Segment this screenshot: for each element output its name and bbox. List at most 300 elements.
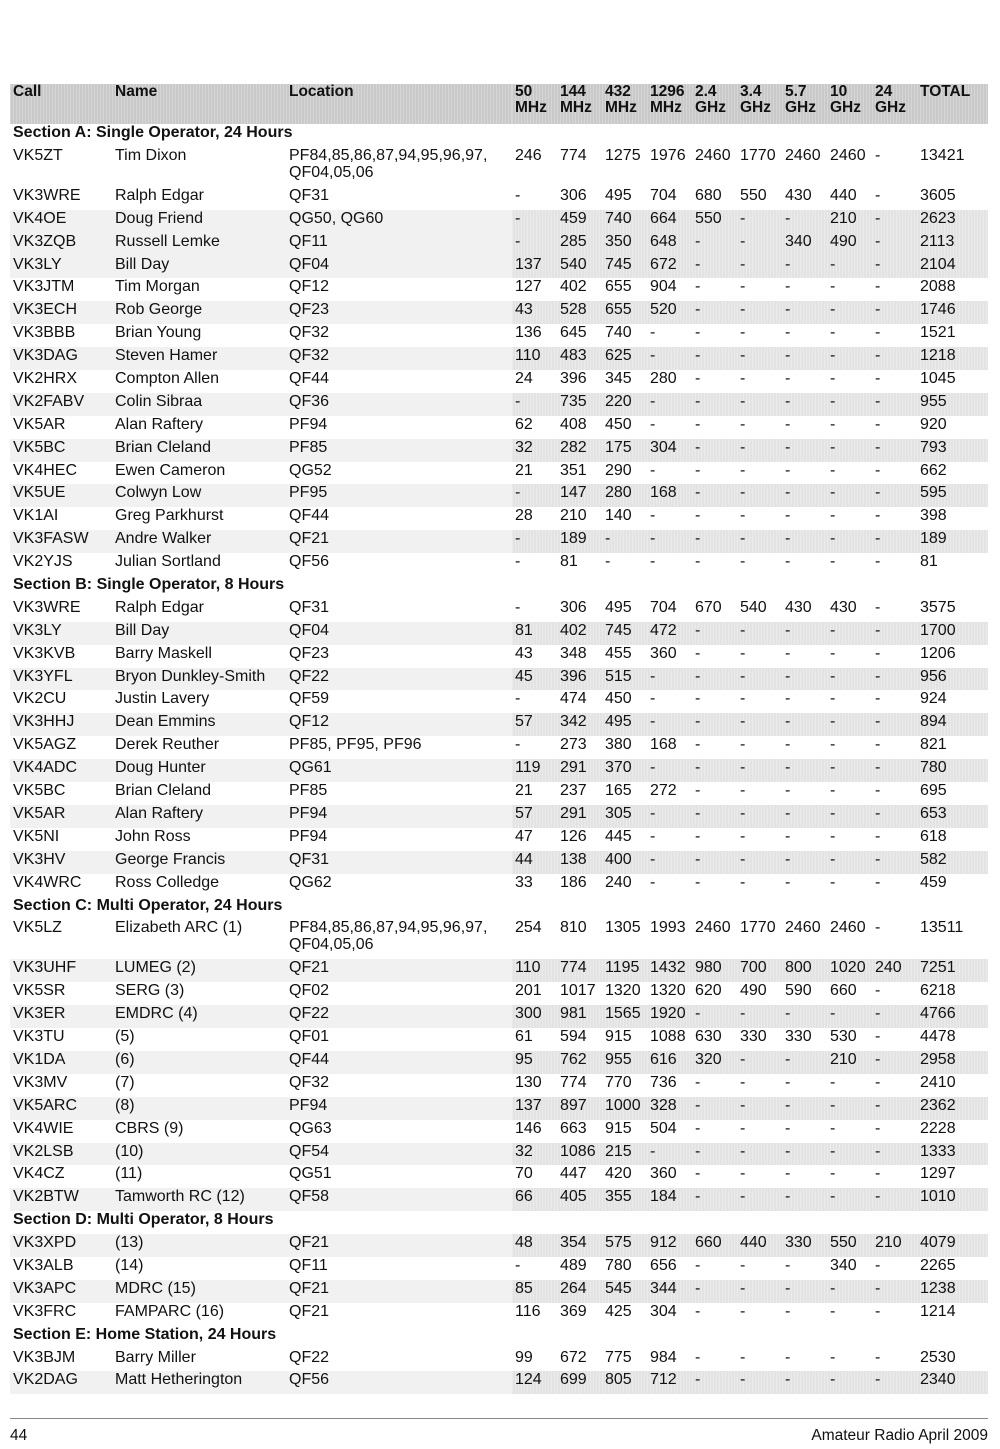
cell-band-3-4: - xyxy=(737,1005,782,1028)
cell-band-50: 136 xyxy=(515,324,542,342)
cell-band-50: 81 xyxy=(512,622,557,645)
cell-band-144: 147 xyxy=(557,484,602,507)
cell-band-50: 70 xyxy=(515,1165,533,1183)
cell-band-1296: 520 xyxy=(647,301,692,324)
cell-band-5-7: - xyxy=(785,278,791,296)
cell-band-5-7: - xyxy=(785,644,791,662)
cell-band-10: - xyxy=(830,461,836,479)
cell-band-3-4: - xyxy=(740,324,746,342)
cell-call: VK3FASW xyxy=(10,530,112,553)
table-row xyxy=(10,959,988,982)
cell-band-144: 1086 xyxy=(557,1143,602,1166)
cell-call: VK3XPD xyxy=(10,1234,112,1257)
cell-name: (7) xyxy=(115,1073,135,1091)
cell-band-10: 490 xyxy=(827,233,872,256)
cell-band-144: 291 xyxy=(557,805,602,828)
cell-band-144: 189 xyxy=(557,530,602,553)
cell-band-3-4: - xyxy=(740,827,746,845)
cell-location: QF54 xyxy=(286,1143,512,1166)
cell-band-24: - xyxy=(872,1005,917,1028)
cell-band-432: 575 xyxy=(602,1234,647,1257)
cell-band-144: 528 xyxy=(557,301,602,324)
header-row xyxy=(10,84,988,124)
section-heading-row xyxy=(10,576,988,599)
cell-band-50: - xyxy=(515,598,521,616)
cell-location: QG63 xyxy=(289,1119,332,1137)
table-row xyxy=(10,301,988,324)
section-heading-row xyxy=(10,124,988,147)
cell-call: VK4OE xyxy=(10,210,112,233)
cell-band-1296: - xyxy=(650,507,656,525)
cell-band-3-4: - xyxy=(740,1348,746,1366)
cell-band-10: - xyxy=(830,782,836,800)
cell-location: QF22 xyxy=(286,1005,512,1028)
cell-band-1296: 712 xyxy=(647,1371,692,1394)
cell-call: VK5AGZ xyxy=(13,736,77,754)
cell-name: Tim Dixon xyxy=(115,146,187,164)
cell-band-24: - xyxy=(875,461,881,479)
cell-band-432: 770 xyxy=(605,1073,632,1091)
cell-band-5-7: - xyxy=(782,1280,827,1303)
cell-band-3-4: - xyxy=(740,782,746,800)
cell-band-144: 1017 xyxy=(560,982,596,1000)
cell-name: (10) xyxy=(112,1143,286,1166)
cell-location: QF44 xyxy=(286,1051,512,1074)
cell-band-5-7: - xyxy=(782,347,827,370)
cell-call: VK5ARC xyxy=(10,1097,112,1120)
cell-band-10: - xyxy=(827,622,872,645)
table-row xyxy=(10,828,988,851)
cell-band-50: 137 xyxy=(512,256,557,279)
cell-total: 1218 xyxy=(917,347,988,370)
cell-location: QF04 xyxy=(286,256,512,279)
cell-band-144: 699 xyxy=(557,1371,602,1394)
cell-band-50: 110 xyxy=(512,347,557,370)
cell-location: QG62 xyxy=(289,873,332,891)
cell-band-1296: - xyxy=(650,827,656,845)
cell-band-2-4: - xyxy=(695,461,701,479)
cell-band-24: - xyxy=(875,736,881,754)
cell-band-5-7: - xyxy=(782,1143,827,1166)
cell-call: VK3HV xyxy=(10,851,112,874)
cell-band-3-4: - xyxy=(737,233,782,256)
cell-total: 662 xyxy=(920,461,947,479)
cell-name: Brian Young xyxy=(115,324,202,342)
cell-location: QF56 xyxy=(286,1371,512,1394)
cell-band-144: 774 xyxy=(560,1073,587,1091)
cell-band-3-4: 1770 xyxy=(740,146,776,164)
cell-band-24: - xyxy=(872,256,917,279)
cell-band-5-7: - xyxy=(782,713,827,736)
cell-band-1296: 648 xyxy=(647,233,692,256)
cell-location: QF12 xyxy=(286,713,512,736)
cell-call: VK3WRE xyxy=(13,598,81,616)
cell-band-1296: 1320 xyxy=(650,982,686,1000)
cell-name: Bill Day xyxy=(112,622,286,645)
cell-total: 2104 xyxy=(917,256,988,279)
cell-band-5-7: - xyxy=(785,690,791,708)
cell-location: PF94 xyxy=(289,827,328,845)
table-row xyxy=(10,1349,988,1372)
cell-total: 595 xyxy=(917,484,988,507)
cell-total: 2340 xyxy=(917,1371,988,1394)
cell-band-50: 116 xyxy=(515,1302,541,1320)
cell-band-24: - xyxy=(875,644,881,662)
section-heading-row xyxy=(10,1211,988,1234)
cell-band-24: - xyxy=(872,759,917,782)
cell-name: John Ross xyxy=(115,827,191,845)
cell-band-24: - xyxy=(875,278,881,296)
cell-total: 955 xyxy=(917,393,988,416)
cell-band-1296: - xyxy=(647,347,692,370)
cell-location: QF22 xyxy=(286,668,512,691)
cell-band-2-4: 670 xyxy=(695,598,722,616)
header-total: TOTAL xyxy=(917,84,988,124)
cell-location: PF84,85,86,87,94,95,96,97, QF04,05,06 xyxy=(289,919,488,954)
cell-band-2-4: - xyxy=(692,1371,737,1394)
cell-band-3-4: - xyxy=(737,713,782,736)
header-band-432mhz: 432 MHz xyxy=(602,84,647,124)
cell-band-5-7: 2460 xyxy=(785,146,821,164)
cell-name: Brian Cleland xyxy=(115,782,212,800)
cell-band-5-7: - xyxy=(782,1097,827,1120)
cell-band-1296: 912 xyxy=(647,1234,692,1257)
cell-call: VK5AR xyxy=(13,415,66,433)
cell-location: QF58 xyxy=(286,1188,512,1211)
cell-band-432: 445 xyxy=(605,827,632,845)
cell-band-1296: - xyxy=(650,690,656,708)
cell-band-10: - xyxy=(830,553,836,571)
cell-location: PF85 xyxy=(289,782,328,800)
cell-band-10: - xyxy=(830,873,836,891)
header-band-1296mhz: 1296 MHz xyxy=(647,84,692,124)
cell-band-10: - xyxy=(830,324,836,342)
cell-band-50: - xyxy=(515,186,521,204)
cell-band-5-7: - xyxy=(785,553,791,571)
cell-band-144: 264 xyxy=(557,1280,602,1303)
cell-total: 1297 xyxy=(920,1165,956,1183)
cell-total: 1010 xyxy=(917,1188,988,1211)
cell-band-50: 146 xyxy=(515,1119,542,1137)
cell-band-10: 550 xyxy=(827,1234,872,1257)
cell-name: Barry Maskell xyxy=(115,644,212,662)
table-row xyxy=(10,1303,988,1326)
cell-total: 2623 xyxy=(917,210,988,233)
cell-band-10: - xyxy=(830,1073,836,1091)
cell-band-3-4: - xyxy=(740,873,746,891)
cell-location: QF02 xyxy=(289,982,330,1000)
cell-band-24: - xyxy=(875,324,881,342)
cell-band-144: 351 xyxy=(560,461,587,479)
cell-call: VK3TU xyxy=(13,1028,65,1046)
cell-band-24: - xyxy=(872,210,917,233)
cell-name: Bryon Dunkley-Smith xyxy=(112,668,286,691)
cell-name: Ewen Cameron xyxy=(115,461,226,479)
cell-band-144: 408 xyxy=(560,415,587,433)
cell-name: Ralph Edgar xyxy=(115,598,204,616)
cell-location: QF32 xyxy=(289,1073,330,1091)
cell-band-144: 369 xyxy=(560,1302,587,1320)
cell-name: Derek Reuther xyxy=(115,736,220,754)
cell-band-1296: 1993 xyxy=(650,919,686,937)
table-row xyxy=(10,439,988,462)
cell-band-10: 530 xyxy=(830,1028,857,1046)
cell-call: VK3LY xyxy=(10,256,112,279)
cell-band-5-7: - xyxy=(782,1371,827,1394)
cell-band-1296: 184 xyxy=(647,1188,692,1211)
cell-band-50: 85 xyxy=(512,1280,557,1303)
cell-name: (14) xyxy=(115,1256,144,1274)
cell-total: 1333 xyxy=(917,1143,988,1166)
table-row xyxy=(10,370,988,393)
cell-band-10: 660 xyxy=(830,982,857,1000)
cell-band-50: - xyxy=(512,393,557,416)
cell-total: 2410 xyxy=(920,1073,956,1091)
table-row xyxy=(10,805,988,828)
cell-band-50: 47 xyxy=(515,827,533,845)
cell-call: VK5AR xyxy=(10,805,112,828)
cell-band-432: - xyxy=(605,553,611,571)
cell-total: 2228 xyxy=(920,1119,956,1137)
table-row xyxy=(10,416,988,439)
cell-band-432: 1275 xyxy=(605,146,641,164)
cell-band-144: 774 xyxy=(557,959,602,982)
table-row xyxy=(10,324,988,347)
cell-band-3-4: - xyxy=(737,530,782,553)
cell-total: 780 xyxy=(917,759,988,782)
cell-band-50: 124 xyxy=(512,1371,557,1394)
cell-band-2-4: 320 xyxy=(692,1051,737,1074)
cell-band-3-4: - xyxy=(737,347,782,370)
cell-name: (6) xyxy=(112,1051,286,1074)
cell-name: (8) xyxy=(112,1097,286,1120)
cell-band-144: 126 xyxy=(560,827,587,845)
cell-call: VK3DAG xyxy=(10,347,112,370)
cell-name: Julian Sortland xyxy=(115,553,221,571)
cell-location: QF59 xyxy=(289,690,330,708)
cell-band-10: - xyxy=(827,1280,872,1303)
cell-total: 1045 xyxy=(920,370,956,388)
cell-band-2-4: - xyxy=(692,1005,737,1028)
cell-band-2-4: - xyxy=(692,439,737,462)
cell-band-24: - xyxy=(875,415,881,433)
cell-band-3-4: - xyxy=(737,1188,782,1211)
cell-band-10: - xyxy=(830,1302,836,1320)
cell-location: PF94 xyxy=(289,415,328,433)
cell-name: Greg Parkhurst xyxy=(115,507,224,525)
cell-band-3-4: - xyxy=(737,393,782,416)
cell-band-5-7: 800 xyxy=(782,959,827,982)
cell-total: 1746 xyxy=(917,301,988,324)
cell-total: 459 xyxy=(920,873,947,891)
cell-band-10: - xyxy=(827,851,872,874)
cell-band-1296: 472 xyxy=(647,622,692,645)
section-title: Section C: Multi Operator, 24 Hours xyxy=(13,896,283,914)
cell-band-144: 186 xyxy=(560,873,587,891)
cell-call: VK3MV xyxy=(13,1073,68,1091)
cell-band-5-7: - xyxy=(782,301,827,324)
cell-total: 2088 xyxy=(920,278,956,296)
cell-band-5-7: - xyxy=(782,759,827,782)
table-row xyxy=(10,919,988,959)
cell-band-10: - xyxy=(830,644,836,662)
cell-call: VK3ALB xyxy=(13,1256,74,1274)
cell-band-1296: - xyxy=(650,873,656,891)
cell-name: George Francis xyxy=(112,851,286,874)
cell-band-144: 594 xyxy=(560,1028,587,1046)
cell-band-144: 405 xyxy=(557,1188,602,1211)
cell-band-24: - xyxy=(875,1028,881,1046)
table-row xyxy=(10,1074,988,1097)
cell-band-2-4: - xyxy=(695,873,701,891)
cell-band-3-4: 700 xyxy=(737,959,782,982)
cell-band-1296: - xyxy=(647,530,692,553)
cell-band-2-4: 630 xyxy=(695,1028,722,1046)
cell-band-50: 24 xyxy=(515,370,533,388)
cell-band-432: 495 xyxy=(602,713,647,736)
cell-band-3-4: - xyxy=(740,1302,746,1320)
cell-band-50: 95 xyxy=(512,1051,557,1074)
table-row xyxy=(10,1280,988,1303)
cell-band-3-4: - xyxy=(737,622,782,645)
cell-band-10: - xyxy=(830,507,836,525)
cell-band-2-4: - xyxy=(695,1348,701,1366)
cell-name: CBRS (9) xyxy=(115,1119,184,1137)
cell-band-2-4: - xyxy=(695,736,701,754)
table-row xyxy=(10,553,988,576)
cell-total: 1206 xyxy=(920,644,956,662)
cell-band-144: 663 xyxy=(560,1119,587,1137)
table-row xyxy=(10,1097,988,1120)
cell-band-5-7: - xyxy=(785,507,791,525)
cell-band-5-7: - xyxy=(782,851,827,874)
table-row xyxy=(10,690,988,713)
cell-call: VK3FRC xyxy=(13,1302,77,1320)
cell-band-50: 254 xyxy=(515,919,542,937)
cell-band-2-4: - xyxy=(692,1280,737,1303)
cell-call: VK2YJS xyxy=(13,553,73,571)
cell-band-3-4: - xyxy=(740,644,746,662)
cell-band-10: - xyxy=(827,713,872,736)
cell-band-144: 474 xyxy=(560,690,587,708)
cell-band-432: 380 xyxy=(605,736,632,754)
cell-band-144: 897 xyxy=(557,1097,602,1120)
cell-band-10: - xyxy=(827,1143,872,1166)
cell-band-3-4: - xyxy=(737,210,782,233)
cell-band-432: 175 xyxy=(602,439,647,462)
cell-band-3-4: - xyxy=(740,278,746,296)
cell-name: MDRC (15) xyxy=(112,1280,286,1303)
cell-band-5-7: - xyxy=(785,736,791,754)
cell-total: 653 xyxy=(917,805,988,828)
cell-band-24: - xyxy=(875,1073,881,1091)
cell-band-24: - xyxy=(872,233,917,256)
cell-band-3-4: 1770 xyxy=(740,919,776,937)
table-row xyxy=(10,278,988,301)
cell-band-144: 402 xyxy=(557,622,602,645)
cell-band-1296: - xyxy=(647,759,692,782)
cell-band-1296: - xyxy=(647,668,692,691)
cell-band-2-4: - xyxy=(692,256,737,279)
contest-results-table xyxy=(10,84,988,1394)
cell-band-3-4: - xyxy=(740,415,746,433)
cell-call: VK2CU xyxy=(13,690,67,708)
cell-total: 13421 xyxy=(920,146,965,164)
cell-band-432: 450 xyxy=(605,690,632,708)
cell-band-144: 981 xyxy=(557,1005,602,1028)
table-row xyxy=(10,233,988,256)
cell-band-50: 130 xyxy=(515,1073,542,1091)
table-row xyxy=(10,1120,988,1143)
cell-band-50: - xyxy=(512,530,557,553)
cell-call: VK4ADC xyxy=(10,759,112,782)
cell-location: QF04 xyxy=(286,622,512,645)
cell-band-3-4: - xyxy=(737,439,782,462)
cell-band-10: 2460 xyxy=(830,146,866,164)
table-row xyxy=(10,874,988,897)
cell-location: PF95 xyxy=(286,484,512,507)
cell-name: Compton Allen xyxy=(115,370,220,388)
cell-total: 695 xyxy=(920,782,947,800)
cell-name: Ralph Edgar xyxy=(115,186,204,204)
cell-call: VK3BBB xyxy=(13,324,76,342)
cell-band-24: - xyxy=(875,690,881,708)
cell-band-1296: 1976 xyxy=(650,146,686,164)
cell-band-24: - xyxy=(875,598,881,616)
cell-band-2-4: 620 xyxy=(695,982,722,1000)
cell-band-432: 955 xyxy=(602,1051,647,1074)
cell-band-50: 33 xyxy=(515,873,533,891)
cell-call: VK3KVB xyxy=(13,644,76,662)
cell-band-10: - xyxy=(827,256,872,279)
cell-band-3-4: 490 xyxy=(740,982,767,1000)
cell-band-1296: 904 xyxy=(650,278,677,296)
cell-band-432: 495 xyxy=(605,598,632,616)
cell-total: 920 xyxy=(920,415,947,433)
cell-band-144: 291 xyxy=(557,759,602,782)
cell-band-10: 2460 xyxy=(830,919,866,937)
cell-band-432: 740 xyxy=(605,324,632,342)
publication-title: Amateur Radio April 2009 xyxy=(811,1427,988,1444)
cell-name: EMDRC (4) xyxy=(112,1005,286,1028)
cell-total: 4478 xyxy=(920,1028,956,1046)
cell-band-2-4: - xyxy=(695,1256,701,1274)
cell-band-2-4: - xyxy=(695,278,701,296)
header-call: Call xyxy=(10,84,112,124)
cell-name: Russell Lemke xyxy=(112,233,286,256)
cell-band-432: 455 xyxy=(605,644,632,662)
cell-call: VK1AI xyxy=(13,507,59,525)
cell-total: 3575 xyxy=(920,598,956,616)
cell-band-5-7: - xyxy=(782,1051,827,1074)
cell-band-432: 1195 xyxy=(602,959,647,982)
cell-call: VK5NI xyxy=(13,827,60,845)
cell-band-2-4: - xyxy=(695,370,701,388)
cell-call: VK3ZQB xyxy=(10,233,112,256)
cell-band-3-4: - xyxy=(740,1256,746,1274)
cell-band-10: - xyxy=(827,668,872,691)
cell-name: Ross Colledge xyxy=(115,873,220,891)
cell-band-24: - xyxy=(875,1348,881,1366)
cell-band-2-4: - xyxy=(692,759,737,782)
cell-band-50: - xyxy=(515,736,521,754)
cell-band-1296: 1432 xyxy=(647,959,692,982)
table-row xyxy=(10,622,988,645)
cell-name: (11) xyxy=(115,1165,143,1183)
cell-band-144: 735 xyxy=(557,393,602,416)
cell-band-24: - xyxy=(872,1371,917,1394)
cell-band-1296: 504 xyxy=(650,1119,677,1137)
